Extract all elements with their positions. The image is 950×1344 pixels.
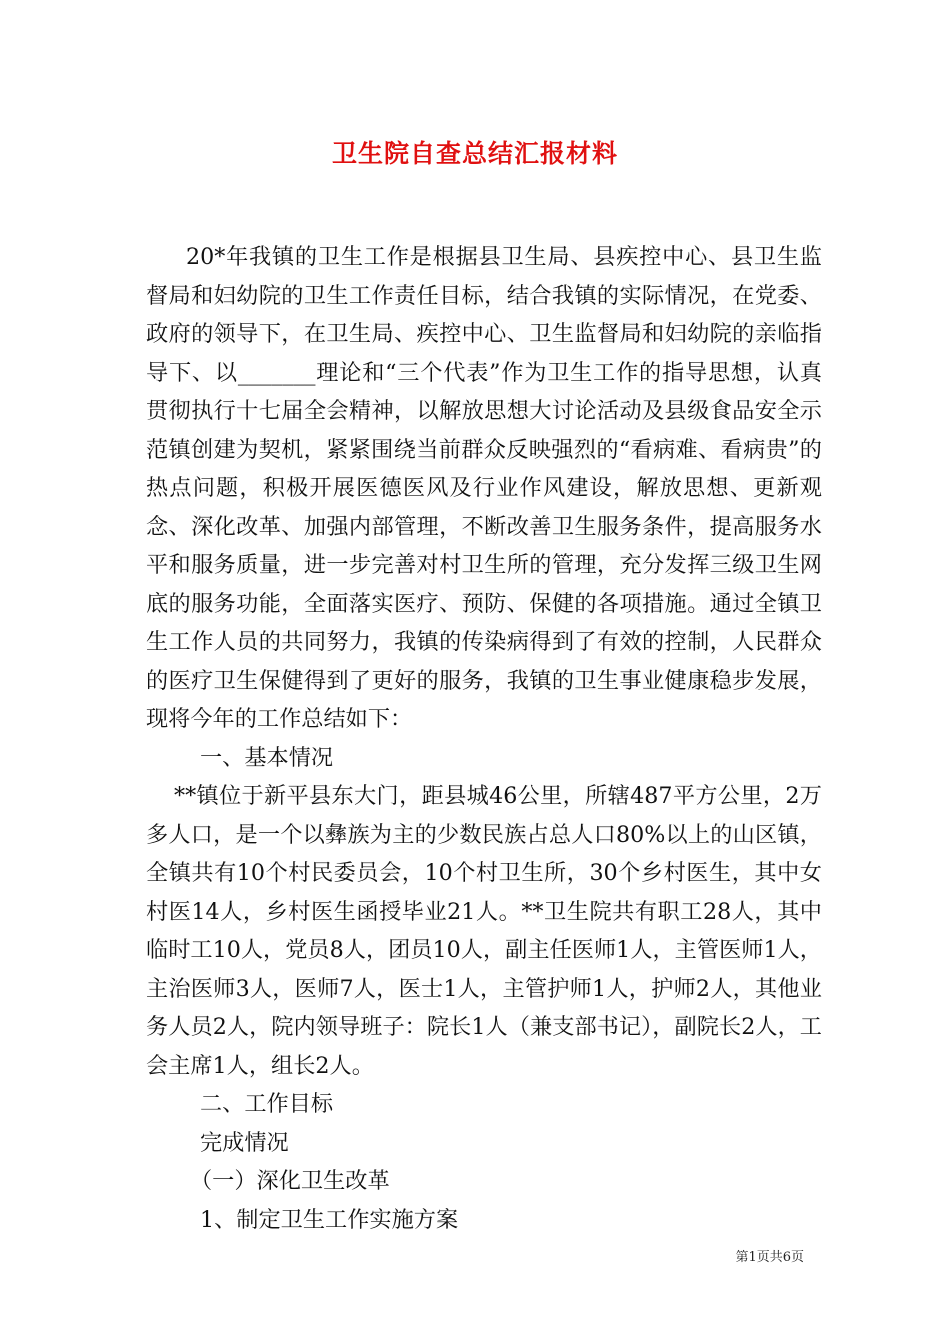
subheading-completion-status: 完成情况 [200, 1129, 289, 1156]
document-title: 卫生院自查总结汇报材料 [331, 139, 618, 168]
section-heading-basic-info: 一、基本情况 [200, 744, 334, 771]
section-heading-work-goals: 二、工作目标 [200, 1091, 334, 1117]
subheading-deepen-reform: （一）深化卫生改革 [190, 1168, 390, 1194]
document-body [146, 238, 822, 1239]
page-number: 第1页共6页 [735, 1250, 804, 1265]
paragraph-basic-info: **镇位于新平县东大门，距县城46公里，所辖487平方公里，2万多人口，是一个以彝族为主的少数民族占总人口80%以上的山区镇，全镇共有10个村民委员会，10个村卫生所，30个乡村医生，其中女村医14人，乡村医生函授毕业21人。**卫生院共有职工28人，其中临时工10人，党员8人，团员10人，副主任医师1人，主管医师1人，主治医师3人，医师7人，医士1人，主管护师1人，护师2人，其他业务人员2人，院内领导班子：院长1人（兼支部书记），副院长2人，工会主席1人，组长2人。 [146, 783, 822, 1079]
item-implementation-plan: 1、制定卫生工作实施方案 [200, 1206, 459, 1233]
paragraph-intro: 20*年我镇的卫生工作是根据县卫生局、县疾控中心、县卫生监督局和妇幼院的卫生工作责任目标，结合我镇的实际情况，在党委、政府的领导下，在卫生局、疾控中心、卫生监督局和妇幼院的亲临指导下、以_______理论和“三个代表”作为卫生工作的指导思想，认真贯彻执行十七届全会精神，以解放思想大讨论活动及县级食品安全示范镇创建为契机，紧紧围绕当前群众反映强烈的“看病难、看病贵”的热点问题，积极开展医德医风及行业作风建设，解放思想、更新观念、深化改革、加强内部管理，不断改善卫生服务条件，提高服务水平和服务质量，进一步完善对村卫生所的管理，充分发挥三级卫生网底的服务功能，全面落实医疗、预防、保健的各项措施。通过全镇卫生工作人员的共同努力，我镇的传染病得到了有效的控制，人民群众的医疗卫生保健得到了更好的服务，我镇的卫生事业健康稳步发展，现将今年的工作总结如下： [146, 244, 822, 732]
